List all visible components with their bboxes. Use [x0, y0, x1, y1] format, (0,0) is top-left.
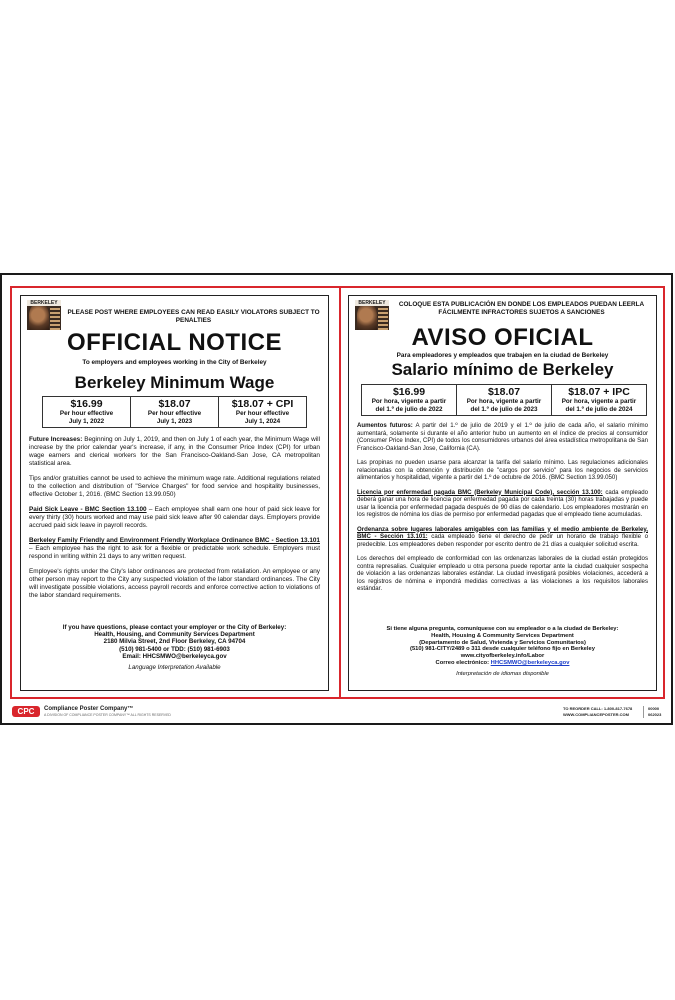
wage-cell	[43, 397, 131, 427]
body-text	[29, 436, 320, 607]
rights-paragraph: Employee's rights under the City's labor ordinances are protected from retaliation. An employee or any other person may report to the City any suspected violation of the labor standard ordinances. The City will investigate possible violations, access payroll records and enforce corrective action to violations of the labor standard requirements.	[29, 568, 320, 599]
wage-note: Per hour effective	[59, 410, 114, 417]
family-paragraph	[357, 526, 648, 549]
post-note: PLEASE POST WHERE EMPLOYEES CAN READ EASILY VIOLATORS SUBJECT TO PENALTIES	[67, 309, 320, 324]
reorder-phone: TO REORDER CALL: 1-800-817-7678	[563, 706, 633, 711]
wage-date: del 1.º de julio de 2022	[375, 406, 443, 413]
wage-note: Por hora, vigente a partir	[466, 398, 542, 405]
subtitle: Para empleadores y empleados que trabajen en la ciudad de Berkeley	[396, 352, 609, 359]
wage-cell	[131, 397, 219, 427]
sick-text: – Each employee shall earn one hour of paid sick leave for every thirty (30) hours worked and may use paid sick leave after 90 calendar days. Employers provide accrued paid sick leave in payroll records.	[29, 506, 321, 529]
page-title: AVISO OFICIAL	[411, 324, 594, 351]
contact-email: Email: HHCSMWO@berkeleyca.gov	[122, 652, 227, 660]
contact-website[interactable]: www.cityofberkeley.info/Labor	[460, 653, 545, 660]
subtitle: To employers and employees working in the City of Berkeley	[82, 359, 267, 366]
sick-heading: Paid Sick Leave - BMC Section 13.100	[29, 506, 147, 513]
sick-text: cada empleado deberá ganar una hora de licencia por enfermedad pagada por cada treinta (30) horas trabajadas y puede usar la licencia por enfermedad pagada después de 90 días de calendario. Los empleadores mostrarán en los registros de nómina los días de permiso por enfermedad pagadas que el empleado tiene acumuladas.	[357, 488, 648, 518]
future-heading: Aumentos futuros:	[357, 422, 413, 429]
wage-amount: $16.99	[70, 398, 103, 410]
wage-amount: $18.07 + CPI	[231, 398, 294, 410]
family-heading: Ordenanza sobre lugares laborales amigables con las familias y el medio ambiente de Berkeley, BMC - Sección 13.101:	[357, 525, 648, 540]
wage-date: del 1.º de julio de 2023	[470, 406, 538, 413]
rights-paragraph: Los derechos del empleado de conformidad con las ordenanzas laborales de la ciudad están protegidos contra represalias. Cualquier empleado u otra persona puede reportar ante la ciudad cualquier sospecha de violación a las ordenanzas laborales estándar. La ciudad investigará posibles violaciones, accederá a los registros de nómina e impondrá medidas correctivas a las violaciones a los requisitos laborales estándar.	[357, 555, 648, 592]
berkeley-logo	[27, 300, 61, 330]
wage-amount: $18.07	[487, 386, 521, 398]
english-panel	[20, 295, 329, 691]
future-paragraph	[29, 436, 320, 468]
contact-line: (510) 981-CITY/2489 o 311 desde cualquier teléfono fijo en Berkeley	[410, 646, 595, 653]
logo-word: BERKELEY	[355, 300, 389, 306]
contact-block	[27, 624, 322, 671]
contact-line: 2180 Milvia Street, 2nd Floor Berkeley, CA 94704	[103, 638, 246, 646]
wage-cell	[457, 385, 552, 415]
email-link[interactable]: HHCSMWO@berkeleyca.gov	[490, 659, 570, 666]
wage-note: Por hora, vigente a partir	[561, 398, 637, 405]
future-text: A partir del 1.º de julio de 2019 y el 1.º de julio de cada año, el salario mínimo aumentará, solamente si durante el año anterior hubo un aumento en el índice de precios al consumidor (Consumer Price Index, CPI) de todos los consumidores urbanos del área estadística metropolitana de San Francisco-Oakland-San Jose, California (CA).	[357, 422, 648, 452]
language-note: Language Interpretation Available	[128, 664, 221, 672]
email-label: Correo electrónico:	[435, 659, 490, 666]
wage-amount: $18.07	[158, 398, 191, 410]
revision-code: 062023	[648, 712, 662, 717]
family-text: cada empleado tiene el derecho de pedir un horario de trabajo flexible o predecible. Los empleadores deben responder por escrito dentro de 21 días a cualquier solicitud escrita.	[357, 533, 648, 548]
tips-paragraph: Las propinas no pueden usarse para alcanzar la tarifa del salario mínimo. Las regulaciones adicionales relacionadas con la obtención y distribución de "cargos por servicio" para los negocios de servicios alimentarios y hospitalidad, vigente a partir del 1.º de octubre de 2016. (BMC Section 13.99.050)	[357, 459, 648, 481]
wage-date: July 1, 2024	[244, 418, 281, 425]
logo-word: BERKELEY	[27, 300, 61, 306]
contact-line: (510) 981-5400 or TDD: (510) 981-6903	[119, 645, 230, 653]
poster	[0, 273, 673, 725]
spanish-panel	[348, 295, 657, 691]
post-note: COLOQUE ESTA PUBLICACIÓN EN DONDE LOS EMPLEADOS PUEDAN LEERLA FÁCILMENTE INFRACTORES SUJETOS A SANCIONES	[398, 301, 645, 316]
wage-amount: $18.07 + IPC	[568, 386, 630, 398]
wage-title: Salario mínimo de Berkeley	[391, 360, 614, 379]
wage-title: Berkeley Minimum Wage	[74, 373, 275, 392]
wage-table	[361, 384, 647, 416]
wage-amount: $16.99	[392, 386, 426, 398]
future-text: Beginning on July 1, 2019, and then on July 1 of each year, the Minimum Wage will increase by the prior calendar year's increase, if any, in the Consumer Price Index (CPI) for urban wage earners and clerical workers for the San Francisco-Oakland-San Jose, CA metropolitan statistical area.	[29, 436, 321, 467]
family-text: – Each employee has the right to ask for a flexible or predictable work schedule. Employers must respond in writing within 21 days to any written request.	[29, 545, 320, 560]
contact-email-row	[355, 660, 650, 667]
future-heading: Future Increases:	[29, 436, 83, 443]
contact-block	[355, 626, 650, 678]
family-heading: Berkeley Family Friendly and Environment Friendly Workplace Ordinance BMC - Section 13.101	[29, 537, 320, 544]
sick-heading: Licencia por enfermedad pagada BMC (Berkeley Municipal Code), sección 13.100:	[357, 488, 603, 496]
reorder-info	[563, 706, 632, 718]
cpc-logo-icon: CPC	[12, 706, 40, 717]
product-codes	[643, 706, 661, 718]
contact-line: Health, Housing, and Community Services Department	[94, 631, 255, 639]
wage-date: July 1, 2023	[156, 418, 193, 425]
contact-line: Si tiene alguna pregunta, comuníquese con su empleador o a la ciudad de Berkeley:	[386, 626, 619, 632]
wage-cell	[362, 385, 457, 415]
contact-line: If you have questions, please contact your employer or the City of Berkeley:	[62, 624, 287, 631]
wage-cell	[552, 385, 646, 415]
language-note: Interpretación de idiomas disponible	[456, 670, 549, 677]
sick-paragraph	[357, 489, 648, 519]
family-paragraph	[29, 537, 320, 561]
future-paragraph	[357, 422, 648, 452]
panel-divider	[339, 288, 341, 697]
product-code: 00000	[648, 706, 660, 711]
company-name: Compliance Poster Company™	[44, 706, 134, 712]
contact-line: Health, Housing & Community Services Department	[431, 632, 574, 639]
wage-date: del 1.º de julio de 2024	[565, 406, 633, 413]
footer	[2, 702, 671, 722]
reorder-website[interactable]: WWW.COMPLIANCEPOSTER.COM	[563, 712, 629, 717]
wage-table	[42, 396, 307, 428]
wage-note: Por hora, vigente a partir	[371, 398, 447, 405]
tips-paragraph: Tips and/or gratuities cannot be used to achieve the minimum wage rate. Additional regulations related to the collection and distribution of "Service Charges" for food service and hospitality businesses, effective October 1, 2016. (BMC Section 13.99.050)	[29, 475, 320, 498]
wage-note: Per hour effective	[235, 410, 290, 417]
wage-date: July 1, 2022	[68, 418, 105, 425]
page-title: OFFICIAL NOTICE	[66, 329, 283, 356]
wage-note: Per hour effective	[147, 410, 202, 417]
body-text	[357, 422, 648, 600]
company-tagline: A DIVISION OF COMPLIANCE POSTER COMPANY™ ALL RIGHTS RESERVED	[44, 713, 171, 717]
sick-paragraph	[29, 506, 320, 530]
wage-cell	[219, 397, 306, 427]
contact-line: (Departamento de Salud, Vivienda y Servicios Comunitarios)	[419, 639, 586, 646]
